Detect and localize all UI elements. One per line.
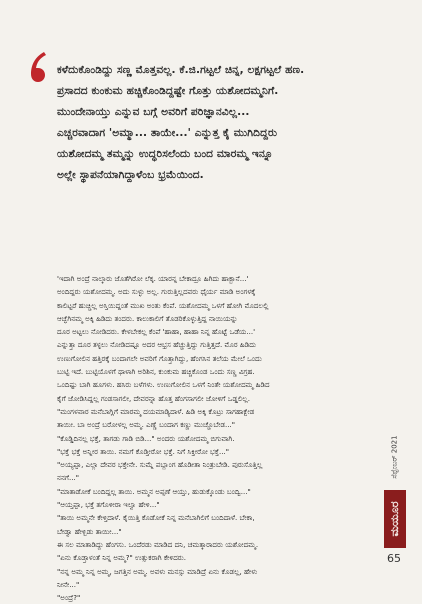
body-line: "ಆಯ್ತಪ್ಪಾ, ಭಕ್ತೆ ತಗೊಳೀರಾ ಇಲ್ವಾ ಹೇಳಿ...": [57, 500, 160, 510]
pull-quote-line: ಅಲ್ಲೇ ಸ್ಥಾಪನೆಯಾಗಿದ್ದಾಳೆಂಬ ಭ್ರಮೆಯಿಂದ.: [57, 169, 204, 181]
body-line: ನೀನೇ...": [57, 579, 80, 589]
body-line: "ಅಯ್ಯಪ್ಪಾ, ಎಲ್ಲಾ ದೇವರ ಭಕ್ತೇನೇ. ಸುಮ್ನೆ ಪಬ್ಲಾಂಗ ಹೊಡೀತಾ ನಿಂತ್ರುಬೇಡಿ. ಪುರುಸೊತ್ತಿಲ್ಲ: [57, 460, 263, 470]
body-line: ದೂರ ಅಟ್ಟಲು ನೋಡಿದರು. ಕೇಳಬೇಕಲ್ಲ ಕೆಂಪೆ 'ಹಾಹಾ, ಹಾಹಾ ನಿನ್ನ ಹೊಟ್ಟೆ ಒಡೆಯ...': [57, 327, 256, 337]
body-line: ತಾಯೀ. ಬಾ ಅಂದ್ರೆ ಬರೋಳಲ್ಲ ಅಮ್ಮ. ಎಣ್ಣೆ ಬಂದಾಗ ಕಣ್ಣು ಮುಚ್ಚೊಬೇಡ...": [57, 420, 236, 430]
issue-date-label: ಸೆಪ್ಟೆಂಬರ್ 2021: [390, 435, 399, 479]
quote-mark-icon: [28, 50, 48, 84]
body-line: ಈ ಸಲ ಮಾತಾಡಿದ್ದು ಹೆಂಗಸು. ಒಂದೆರಡು ಮಾಡಿದ ದನಿ, ಚಮತ್ಕಾರಾದರು ಯಶೋದಮ್ಮ.: [57, 539, 259, 549]
body-line: "ಭಕ್ತೆ ಭಕ್ತೆ ಅನ್ನೀರ ತಾಯಿ. ನಮಗೆ ಕೊಡ್ತೀರೋ ಭಕ್ತೆ. ನಿಗೆ ಸಿಕ್ತೀರೋ ಭಕ್ತೆ...": [57, 446, 229, 456]
body-line: "ಮಾತಾಡೋಕೆ ಬಂದಿದ್ದಲ್ಲ ತಾಯಿ. ಅಮ್ಮನ ಅಪ್ಪಣೆ ಆಯ್ತು, ಹುಡುಕ್ಕೊಂಡು ಬಂದ್ವಿ...": [57, 486, 251, 496]
body-line: ಒಂದಿಷ್ಟು ಬಾಗಿ ಹೂಗಳು. ಹಸಿರು ಬಳೆಗಳು. ಉಣುಗೋಲಿನ ಒಳಗೆ ನಿಂತೇ ಯಶೋದಮ್ಮ ಹಿಡಿದ: [57, 380, 270, 390]
body-line: "ಅಂದ್ರೆ?": [57, 593, 81, 603]
body-line: "ಕೊಡ್ಡಿದಿನಲ್ಲ ಭಕ್ತೆ, ತಾಗಡು ಗಾಡಿ ಬಿಡಿ..." ಅಂದರು ಯಶೋದಮ್ಮ ಬಿಗುವಾಗಿ.: [57, 433, 235, 443]
body-line: ಎನ್ನುತ್ತಾ ದೂರ ತಳ್ಳಲು ನೋಡಿದಷ್ಟೂ ಅದರ ಆಭ್ರಸ ಹೆಚ್ಚುತ್ತಿದ್ದು ಗುತ್ತಿತ್ತದೆ. ಮೊರ ಹಿಡಿದು: [57, 340, 257, 350]
pull-quote: [57, 60, 375, 186]
pull-quote-line: ಮುಂದೇನಾಯ್ತು ಎನ್ನುವ ಬಗ್ಗೆ ಅವರಿಗೆ ಪರಿಜ್ಞಾನವಿಲ್ಲ...: [57, 106, 250, 118]
body-line: ಬೇಡ್ವಾ ಹೇಳ್ಬಿಡು ತಾಯೀ...": [57, 526, 122, 536]
body-line: ಕಾಲಿಟ್ಟರೆ ಹುಚ್ಚಿಲ್ಲ ಅಸ್ತಿಯಿದ್ದಂತೆ ಮುಖ ಅಂತು ಕೆಂಪೆ. ಯಶೋದಮ್ಮ ಒಳಗೆ ಹೋಗಿ ಮೊದಲಲ್ಲಿ: [57, 300, 269, 310]
body-line: ಉಣುಗೋಲಿನ ಹತ್ತಿರಕ್ಕೆ ಬಂದಾಗಲೇ ಅವರಿಗೆ ಗೊತ್ತಾಗಿದ್ದು, ಹೆಂಗಸಿನ ತಲೆಯ ಮೇಲೆ ಒಂದು: [57, 353, 262, 363]
magazine-tag: [384, 490, 406, 548]
body-line: 'ಇದಾಗಿ ಅಂದ್ರೆ ನಾಲ್ಕಾರು ಜೊತೆಗಿರೋ ಲೆಕ್ಕ. ಯಾರನ್ನ ಬೇಕಾದ್ರೂ ಹಿಗಿದು ಹಾಕ್ಬಾನೆ...': [57, 274, 249, 283]
body-line: ಅಂದಿದ್ದರು ಯಶೋದಮ್ಮ. ಅದು ಸುಳ್ಳು ಅಲ್ಲ. ಗುರುತ್ತಿಲ್ಲದವರು ಧೈರ್ಯ ಮಾಡಿ ಅಂಗಳಕ್ಕೆ: [57, 287, 256, 297]
body-line: ಆಚ್ಛೆಗಿನಮ್ಮ ಅಕ್ಕಿ ಹಿಡಿದು ತಂದರು. ಕಾಲುಕಾಲಿಗೆ ತೊಡರಿಕೊಳ್ಳುತ್ತಿದ್ದ ನಾಯಿಯನ್ನು: [57, 313, 238, 323]
pull-quote-line: ಕಳೆದುಕೊಂಡಿದ್ದು ಸಣ್ಣ ಮೊತ್ತವಲ್ಲ. ಕೆ.ಜಿ.ಗಟ್ಟಲೆ ಚಿನ್ನ, ಲಕ್ಷಗಟ್ಟಲೆ ಹಣ.: [57, 64, 305, 76]
pull-quote-line: ಪ್ರಸಾದದ ಕುಂಕುಮ ಹಚ್ಚಿಕೊಂಡಿದ್ದಷ್ಟೇ ಗೊತ್ತು ಯಶೋದಮ್ಮನಿಗೆ.: [57, 85, 279, 97]
pull-quote-line: ಯಶೋದಮ್ಮ ತಮ್ಮನ್ನು ಉದ್ಧರಿಸಲೆಂದು ಬಂದ ಮಾರಮ್ಮ ಇನ್ನೂ: [57, 148, 274, 160]
body-line: "ಏನು ಕೊಡ್ತಾಳಂತೆ ನಿನ್ನ ಅಮ್ಮ?" ಉತ್ಸುಕರಾಗಿ ಕೇಳಿದರು.: [57, 553, 187, 563]
pull-quote-line: ಎಚ್ಚರವಾದಾಗ 'ಅಮ್ಮಾ... ತಾಯೇ...' ಎನ್ನುತ್ತ ಕೈ ಮುಗಿದಿದ್ದರು: [57, 127, 278, 139]
page-number: 65: [387, 552, 401, 565]
body-line: "ನನ್ನ ಅಮ್ಮ ನಿನ್ನ ಅಮ್ಮ, ಜಗತ್ತಿನ ಅಮ್ಮ. ಅವಳು ಮನಸ್ಸು ಮಾಡಿದ್ರೆ ಏನು ಕೊಡಲ್ಲ, ಹೇಳು: [57, 566, 258, 576]
body-line: "ತಾಯಿ ಅಮ್ಮನೇ ಕೇಳ್ತಿದಾಳೆ. ಕೈಯಿತ್ತಿ ಕೊಡೋಕೆ ನಿನ್ನ ಮನೆಬಾಗಿಲಿಗೆ ಬಂದಿದಾಳೆ. ಬೇಕಾ,: [57, 513, 255, 523]
magazine-name: ಮಯೂರ: [388, 501, 401, 537]
issue-date: [386, 430, 404, 484]
body-line: ನನಗೆ...": [57, 473, 80, 483]
article-body: [57, 272, 373, 604]
body-line: ಕೈಗೆ ಜೋಡಿಸಿದ್ದಲ್ಲ ಗಂಡಸಾಗಲೀ, ದೇವರನ್ನಾ ಹೊತ್ತ ಹೆಂಗಸಾಗಲೀ ಜೋಳಿಗೆ ಒಡ್ಡಲಿಲ್ಲ.: [57, 393, 250, 403]
body-line: "ಮಂಗಳವಾರ ಮನೆಬಾಗ್ಲಿಗೆ ಮಾರಮ್ಮ ದಯಮಾಡ್ಯಿದಾಳೆ. ಹಿಡಿ ಅಕ್ಕಿ ಕೊಟ್ರು ಸಾಗಹಾಕ್ಬೇಡ: [57, 406, 255, 416]
body-line: ಬುಟ್ಟಿ ಇದೆ. ಬುಟ್ಟಿಯೊಳಗೆ ಥಾಳಾಗಿ ಅರಿಶಿನ, ಕುಂಕುಮ ಹಚ್ಚಿಕೊಂಡ ಒಂದು ಸಣ್ಣ ವಿಗ್ರಹ.: [57, 367, 255, 377]
